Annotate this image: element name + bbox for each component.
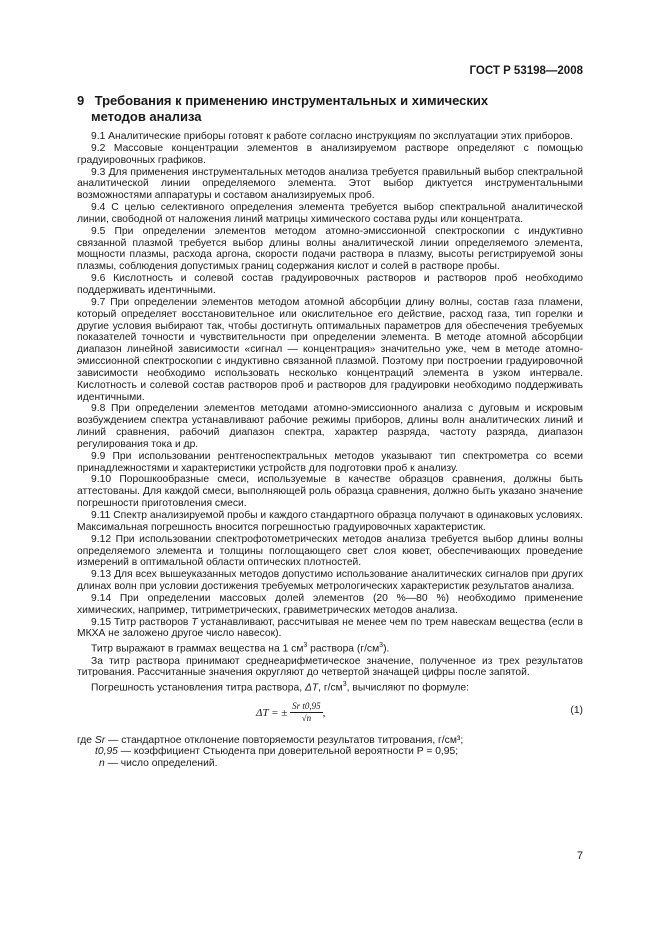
- paragraph-9-3: 9.3 Для применения инструментальных методов анализа требуется правильный выбор спектральной аналитической линии определяемого элемента. Этот выбор диктуется инструментальными возможностями аппаратуры и составом анализируемых проб.: [77, 166, 583, 202]
- section-title-line1: Требования к применению инструментальных и химических: [94, 93, 489, 108]
- formula-number: (1): [570, 704, 583, 716]
- formula-lhs: ΔT = ±: [256, 706, 288, 719]
- definition-sr: [77, 735, 583, 747]
- paragraph-9-8: 9.8 При определении элементов методами атомно-эмиссионного анализа с дуговым и искровым возбуждением спектра устанавливают рабочие режимы приборов, длины волн аналитических линий и линий сравнения, рабочий диапазон спектра, характер разряда, частоту разряда, диапазон регулирования тока и др.: [77, 403, 583, 450]
- standard-header: ГОСТ Р 53198—2008: [469, 65, 583, 77]
- titr-sup: 3: [303, 642, 308, 650]
- formula-fraction: [290, 701, 323, 726]
- section-title: [77, 93, 577, 125]
- def-text: — коэффициент Стьюдента при доверительной вероятности P = 0,95;: [117, 746, 459, 758]
- err-symbol: ΔT: [304, 682, 319, 694]
- paragraph-9-2: 9.2 Массовые концентрации элементов в анализируемом растворе определяют с помощью градуировочных графиков.: [77, 142, 583, 166]
- titr-end: ).: [383, 643, 390, 655]
- formula-expression: [256, 701, 325, 726]
- paragraph-9-14: 9.14 При определении массовых долей элементов (20 %—80 %) необходимо применение химических, например, титриметрических, гравиметрических методов анализа.: [77, 592, 583, 616]
- titr-sup2: 3: [379, 642, 384, 650]
- paragraph-9-13: 9.13 Для всех вышеуказанных методов допустимо использование аналитических сигналов при других длинах волн при условии достижения требуемых метрологических характеристик результатов анализа.: [77, 569, 583, 593]
- paragraph-9-6: 9.6 Кислотность и солевой состав градуировочных растворов и растворов проб необходимо поддерживать идентичными.: [77, 273, 583, 296]
- section-body: [77, 131, 583, 770]
- paragraph-9-9: 9.9 При использовании рентгеноспектральных методов указывают тип спектрометра со всеми принадлежностями и характеристики устройств для подготовки проб к анализу.: [77, 450, 583, 474]
- page-number: 7: [576, 850, 583, 862]
- def-symbol: n: [99, 758, 105, 770]
- section-number: 9: [77, 93, 85, 108]
- paragraph-9-4: 9.4 С целью селективного определения элемента требуется выбор спектральной аналитической линии, свободной от наложения линий матрицы химического состава руды или концентрата.: [77, 202, 583, 225]
- definition-t: [77, 746, 583, 758]
- formula-end: ,: [322, 706, 326, 719]
- def-symbol: Sr: [94, 734, 106, 746]
- formula-numerator: Sr t0,95: [290, 701, 323, 714]
- titr-mid: раствора (г/см: [307, 643, 380, 655]
- err-end: , вычисляют по формуле:: [346, 682, 469, 694]
- paragraph-titr-units: [77, 640, 583, 655]
- p915-post: устанавливают, рассчитывая не менее чем по трем навескам вещества (если в МКХА не заложено другое число навесок).: [77, 616, 583, 640]
- p915-symbol: T: [191, 616, 198, 628]
- paragraph-9-10: 9.10 Порошкообразные смеси, используемые в качестве образцов сравнения, должны быть аттестованы. Для каждой смеси, выполняющей роль образца сравнения, должно быть указано значение погрешности приготовления смеси.: [77, 474, 583, 510]
- formula-1: [77, 697, 583, 731]
- err-sup: 3: [342, 681, 347, 689]
- err-unit: , г/см: [318, 682, 343, 694]
- definitions-list: [77, 735, 583, 771]
- paragraph-9-12: 9.12 При использовании спектрофотометрических методов анализа требуется выбор длины волны определяемого элемента и толщины поглощающего свет слоя кювет, обеспечивающих проведение измерений в оптимальной области оптических плотностей.: [77, 533, 583, 569]
- paragraph-error-intro: [77, 679, 583, 694]
- paragraph-titr-mean: За титр раствора принимают среднеарифметическое значение, полученное из трех результатов титрования. Рассчитанные значения округляют до четвертой значащей цифры после запятой.: [77, 655, 583, 679]
- paragraph-9-5: 9.5 При определении элементов методом атомно-эмиссионной спектроскопии с индуктивно связанной плазмой требуется выбор длины волны аналитической линии определяемого элемента, мощности плазмы, расхода аргона, скорости подачи раствора в плазму, высоты регистрируемой зоны плазмы, соблюдения допустимых границ содержания кислот и солей в растворе пробы.: [77, 225, 583, 273]
- def-text: — число определений.: [104, 758, 218, 770]
- def-symbol: t0,95: [95, 746, 118, 758]
- titr-pre: Титр выражают в граммах вещества на 1 см: [91, 643, 304, 655]
- definition-n: [77, 758, 583, 770]
- def-prefix: где: [77, 734, 95, 746]
- err-pre: Погрешность установления титра раствора,: [91, 682, 305, 694]
- def-text: — стандартное отклонение повторяемости результатов титрования, г/см³;: [105, 734, 464, 746]
- section-title-line2: методов анализа: [91, 109, 202, 124]
- paragraph-9-15: [77, 617, 583, 641]
- paragraph-9-7: 9.7 При определении элементов методом атомной абсорбции длину волны, состав газа пламени, который определяет восстановительное или окислительное его действие, расход газа, тип горелки и другие условия выбирают так, чтобы достигнуть оптимальных параметров для обеспечения требуемых показателей точности и чувствительности при определении элемента. В методе атомной абсорбции диапазон линейной зависимости «сигнал — концентрация» значительно уже, чем в методе атомно-эмиссионной спектроскопии с индуктивно связанной плазмой. Поэтому при построении градуировочной зависимости необходимо использовать несколько концентраций элемента в узком интервале. Кислотность и солевой состав растворов проб и растворов для градуировки необходимо поддерживать идентичными.: [77, 296, 583, 403]
- formula-denominator: √n: [301, 713, 312, 724]
- paragraph-9-1: 9.1 Аналитические приборы готовят к работе согласно инструкциям по эксплуатации этих приборов.: [91, 131, 573, 142]
- p915-pre: 9.15 Титр растворов: [91, 616, 192, 628]
- paragraph-9-11: 9.11 Спектр анализируемой пробы и каждого стандартного образца получают в одинаковых условиях. Максимальная погрешность вносится погрешностью градуировочных характеристик.: [77, 510, 583, 533]
